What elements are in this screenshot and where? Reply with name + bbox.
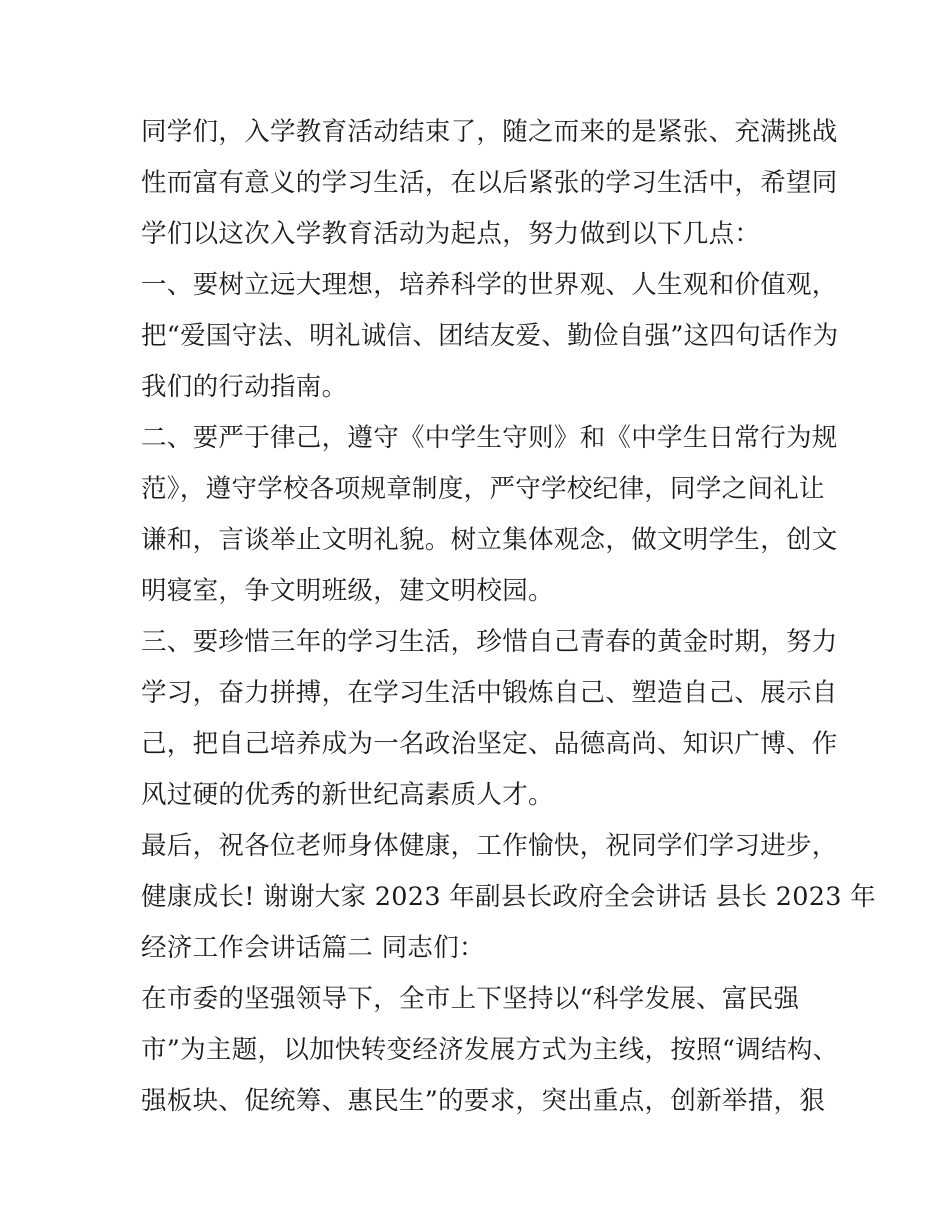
text-line: 性而富有意义的学习生活，在以后紧张的学习生活中，希望同 [141, 168, 838, 198]
text-line: 谦和，言谈举止文明礼貌。树立集体观念，做文明学生，创文 [141, 525, 838, 555]
text-line: 三、要珍惜三年的学习生活，珍惜自己青春的黄金时期，努力 [141, 627, 838, 657]
text-line: 范》，遵守学校各项规章制度，严守学校纪律，同学之间礼让 [141, 474, 825, 504]
text-line: 最后，祝各位老师身体健康，工作愉快，祝同学们学习进步， [141, 831, 838, 861]
text-line: 己，把自己培养成为一名政治坚定、品德高尚、知识广博、作 [141, 729, 838, 759]
text-line: 把“爱国守法、明礼诚信、团结友爱、勤俭自强”这四句话作为 [141, 321, 839, 351]
text-line: 学习，奋力拼搏，在学习生活中锻炼自己、塑造自己、展示自 [141, 678, 838, 708]
text-line: 在市委的坚强领导下，全市上下坚持以“科学发展、富民强 [141, 984, 800, 1014]
text-line: 经济工作会讲话篇二 同志们： [141, 933, 485, 963]
document-body [141, 107, 876, 1127]
text-line: 一、要树立远大理想，培养科学的世界观、人生观和价值观， [141, 270, 838, 300]
text-line: 我们的行动指南。 [141, 372, 348, 402]
text-line: 二、要严于律己，遵守《中学生守则》和《中学生日常行为规 [141, 423, 838, 453]
text-line: 明寝室，争文明班级，建文明校园。 [141, 576, 554, 606]
text-line: 强板块、促统筹、惠民生”的要求，突出重点，创新举措，狠 [141, 1086, 826, 1116]
text-line: 学们以这次入学教育活动为起点，努力做到以下几点： [141, 219, 761, 249]
text-line: 同学们，入学教育活动结束了，随之而来的是紧张、充满挑战 [141, 117, 838, 147]
text-line: 市”为主题，以加快转变经济发展方式为主线，按照“调结构、 [141, 1035, 839, 1065]
text-line: 健康成长! 谢谢大家 2023 年副县长政府全会讲话 县长 2023 年 [141, 882, 876, 912]
text-line: 风过硬的优秀的新世纪高素质人才。 [141, 780, 554, 810]
